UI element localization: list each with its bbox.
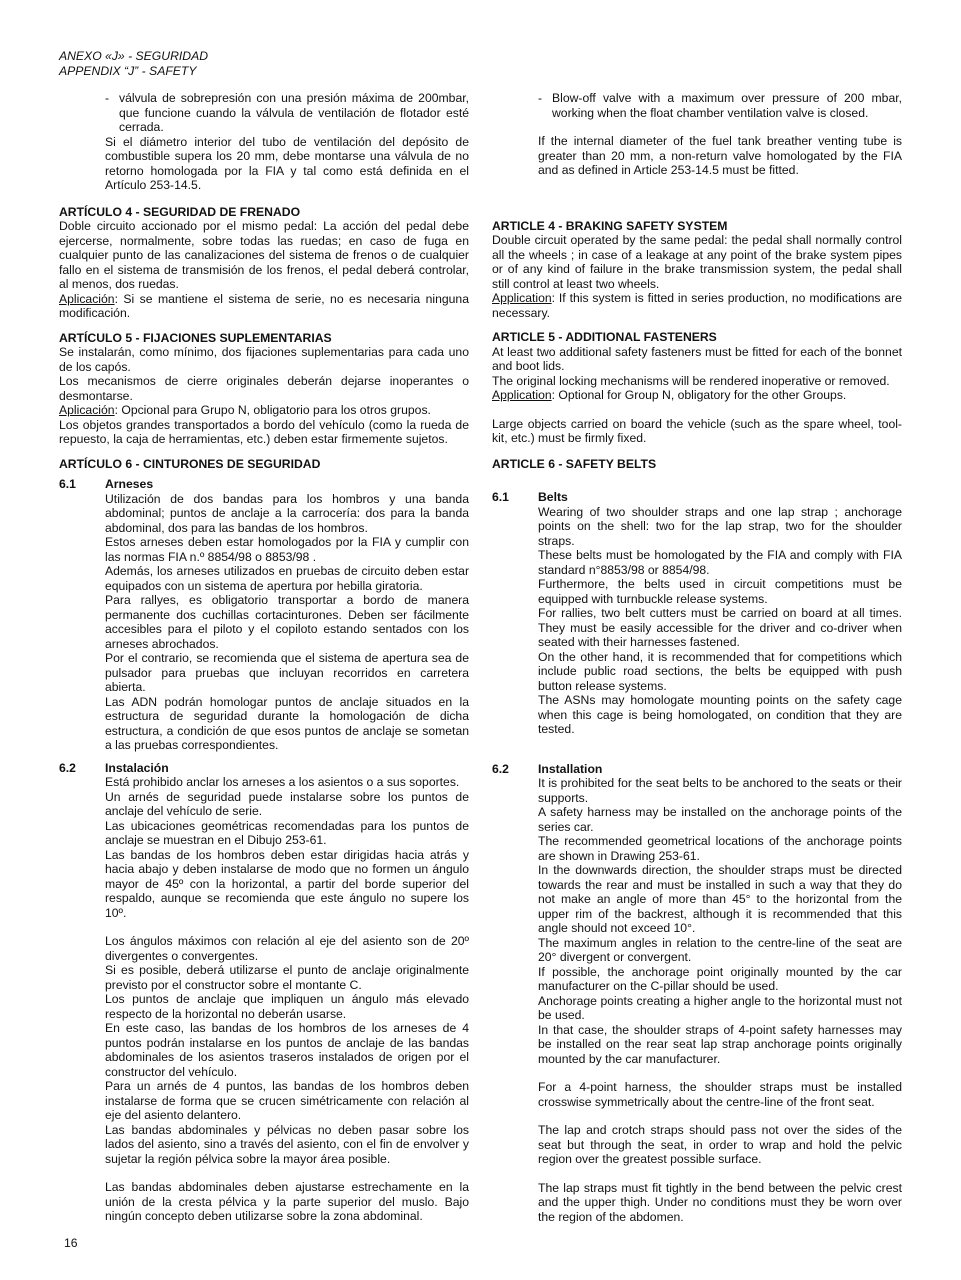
- es-section-6-1: [59, 477, 469, 753]
- es-s62-paragraph: Las bandas abdominales deben ajustarse estrechamente en la unión de la cresta pélvica y la parte superior del muslo. Bajo ningún concepto deben utilizarse sobre la zona abdominal.: [105, 1180, 469, 1223]
- en-section-number: 6.2: [492, 761, 509, 776]
- es-s62-paragraph: Las bandas de los hombros deben estar dirigidas hacia atrás y hacia abajo y deben instalarse de modo que no formen un ángulo mayor de 45º con la horizontal, a partir del borde superior del respaldo, aunque se recomienda que este ángulo no supere los 10º.: [105, 847, 469, 920]
- en-application-text: : Optional for Group N, obligatory for the other Groups.: [551, 388, 847, 402]
- en-s62-paragraph: The recommended geometrical locations of the anchorage points are shown in Drawing 253-61.: [538, 834, 902, 863]
- es-s62-paragraph: Los ángulos máximos con relación al eje del asiento son de 20º divergentes o convergentes.: [105, 934, 469, 963]
- es-s62-paragraph: Para un arnés de 4 puntos, las bandas de los hombros deben instalarse de forma que se crucen simétricamente con relación al eje del asiento delantero.: [105, 1079, 469, 1122]
- es-s62-paragraph: Las bandas abdominales y pélvicas no deben pasar sobre los lados del asiento, sino a través del asiento, con el fin de envolver y sujetar la región pélvica sobre la mayor área posible.: [105, 1122, 469, 1166]
- es-s62-paragraph: Está prohibido anclar los arneses a los asientos o a sus soportes.: [105, 775, 460, 789]
- es-s62-paragraph: Un arnés de seguridad puede instalarse sobre los puntos de anclaje del vehículo de serie.: [105, 789, 469, 818]
- es-section-number: 6.2: [59, 760, 76, 775]
- es-s61-paragraph: Utilización de dos bandas para los hombros y una banda abdominal; puntos de anclaje a la carrocería: dos para la banda abdominal, dos para las bandas de los hombros.: [105, 491, 469, 535]
- es-intro-bullet: [105, 91, 469, 135]
- es-section-title: Instalación: [105, 760, 169, 775]
- en-section-title: Installation: [538, 761, 603, 776]
- es-s62-paragraph: En este caso, las bandas de los hombros de los arneses de 4 puntos podrán instalarse en los puntos de anclaje de las bandas abdominales de los asientos traseros instalados de origen por el constructor del vehículo.: [105, 1021, 469, 1079]
- es-article-4-text: Doble circuito accionado por el mismo pedal: La acción del pedal debe ejercerse, normalmente, sobre todas las ruedas; en caso de fuga en cualquier punto de las canalizaciones del sistema de frenos o de cualquier fallo en el sistema de transmisión de los frenos, el pedal deberá controlar, al menos, dos ruedas.: [59, 219, 469, 291]
- es-intro-bullet-text: válvula de sobrepresión con una presión máxima de 200mbar, que funcione cuando la válvula de ventilación de flotador esté cerrada.: [119, 91, 469, 134]
- dash-icon: -: [538, 91, 543, 105]
- header-line-english: APPENDIX “J” - SAFETY: [59, 64, 197, 78]
- en-s61-paragraph: Wearing of two shoulder straps and one lap strap ; anchorage points on the shell: two for the lap strap, two for the shoulder straps.: [538, 504, 902, 548]
- en-article-5-title: ARTICLE 5 - ADDITIONAL FASTENERS: [492, 330, 717, 344]
- en-s62-paragraph: Anchorage points creating a higher angle to the horizontal must not be used.: [538, 993, 902, 1022]
- es-section-title: Arneses: [105, 477, 154, 491]
- en-s62-paragraph: In that case, the shoulder straps of 4-point safety harnesses may be installed on the rear seat lap strap anchorage points originally mounted by the car manufacturer.: [538, 1022, 902, 1066]
- es-s62-paragraph: Las ubicaciones geométricas recomendadas para los puntos de anclaje se muestran en el Dibujo 253-61.: [105, 818, 469, 847]
- en-application-label: Application: [492, 291, 552, 305]
- es-article-5-application: [59, 403, 469, 418]
- en-article-4-application: [492, 291, 902, 320]
- es-s62-paragraph: Los puntos de anclaje que impliquen un ángulo más elevado respecto de la horizontal no deberán usarse.: [105, 992, 469, 1021]
- en-intro-bullet-text: Blow-off valve with a maximum over pressure of 200 mbar, working when the float chamber ventilation valve is closed.: [552, 91, 902, 120]
- en-s62-paragraph: In the downwards direction, the shoulder straps must be directed towards the rear and must be installed in such a way that they do not make an angle of more than 45° to the horizontal from the upper rim of the backrest, although it is recommended that this angle should not exceed 10°.: [538, 863, 902, 935]
- en-s62-paragraph: For a 4-point harness, the shoulder straps must be installed crosswise symmetrically about the centre-line of the front seat.: [538, 1080, 902, 1109]
- en-application-text: : If this system is fitted in series production, no modifications are necessary.: [492, 291, 902, 320]
- en-article-5-p2: The original locking mechanisms will be rendered inoperative or removed.: [492, 373, 890, 388]
- es-article-5-title: ARTÍCULO 5 - FIJACIONES SUPLEMENTARIAS: [59, 330, 332, 345]
- es-article-5-p2: Los mecanismos de cierre originales deberán dejarse inoperantes o desmontarse.: [59, 374, 469, 403]
- en-s62-paragraph: If possible, the anchorage point originally mounted by the car manufacturer on the C-pillar should be used.: [538, 964, 902, 993]
- es-application-text: : Opcional para Grupo N, obligatorio para los otros grupos.: [114, 403, 431, 417]
- page-number: 16: [64, 1236, 78, 1250]
- en-s62-paragraph: The maximum angles in relation to the centre-line of the seat are 20° divergent or convergent.: [538, 935, 902, 964]
- en-section-title: Belts: [538, 490, 568, 504]
- en-s62-paragraph: A safety harness may be installed on the anchorage points of the series car.: [538, 805, 902, 834]
- es-s61-paragraph: Además, los arneses utilizados en pruebas de circuito deben estar equipados con un sistema de apertura por hebilla giratoria.: [105, 564, 469, 593]
- en-article-6-title: ARTICLE 6 - SAFETY BELTS: [492, 456, 657, 471]
- es-s61-paragraph: Estos arneses deben estar homologados por la FIA y cumplir con las normas FIA n.º 8854/98 o 8853/98 .: [105, 535, 469, 564]
- en-s61-paragraph: On the other hand, it is recommended that for competitions which include public road sections, the belts be equipped with push button release systems.: [538, 649, 902, 693]
- es-intro-paragraph: Si el diámetro interior del tubo de ventilación del depósito de combustible supera los 20 mm, debe montarse una válvula de no retorno homologada por la FIA y tal como está definida en el Artículo 253-14.5.: [105, 134, 469, 192]
- en-article-4-title: ARTICLE 4 - BRAKING SAFETY SYSTEM: [492, 218, 728, 233]
- en-s61-paragraph: Furthermore, the belts used in circuit competitions must be equipped with turnbuckle release systems.: [538, 577, 902, 606]
- en-s61-paragraph: The ASNs may homologate mounting points on the safety cage when this cage is being homologated, on condition that they are tested.: [538, 693, 902, 736]
- es-s62-paragraph: Si es posible, deberá utilizarse el punto de anclaje originalmente previsto por el constructor sobre el montante C.: [105, 963, 469, 992]
- en-section-6-2: [492, 762, 902, 1225]
- es-application-label: Aplicación: [59, 403, 115, 417]
- en-s62-paragraph: It is prohibited for the seat belts to be anchored to the seats or their supports.: [538, 776, 902, 805]
- es-section-number: 6.1: [59, 477, 76, 491]
- en-article-5-application: [492, 388, 902, 403]
- en-article-5-p3: Large objects carried on board the vehicle (such as the spare wheel, tool-kit, etc.) must be firmly fixed.: [492, 416, 902, 445]
- es-s61-paragraph: Para rallyes, es obligatorio transportar a bordo de manera permanente dos cuchillas cortacinturones. Deben ser fácilmente accesibles para el piloto y el copiloto estando sentados con los arneses abrochados.: [105, 593, 469, 651]
- en-article-5-p1: At least two additional safety fasteners must be fitted for each of the bonnet and boot lids.: [492, 344, 902, 373]
- es-article-5-p3: Los objetos grandes transportados a bordo del vehículo (como la rueda de repuesto, la caja de herramientas, etc.) deben estar firmemente sujetos.: [59, 417, 469, 446]
- en-s61-paragraph: These belts must be homologated by the FIA and comply with FIA standard n°8853/98 or 8854/98.: [538, 548, 902, 577]
- es-application-label: Aplicación: [59, 291, 115, 306]
- es-article-4-title: ARTÍCULO 4 - SEGURIDAD DE FRENADO: [59, 204, 301, 219]
- en-s61-paragraph: For rallies, two belt cutters must be carried on board at all times. They must be easily accessible for the driver and co-driver when seated with their harnesses fastened.: [538, 606, 902, 649]
- en-section-6-1: [492, 490, 902, 737]
- en-article-4-text: Double circuit operated by the same pedal: the pedal shall normally control all the wheels ; in case of a leakage at any point of the brake system pipes or of any kind of failure in the brake transmission system, the pedal shall still control at least two wheels.: [492, 233, 902, 291]
- en-s62-paragraph: The lap and crotch straps should pass not over the sides of the seat but through the seat, in order to wrap and hold the pelvic region over the greatest possible surface.: [538, 1123, 902, 1166]
- en-application-label: Application: [492, 388, 552, 402]
- dash-icon: -: [105, 91, 110, 105]
- es-article-5-p1: Se instalarán, como mínimo, dos fijaciones suplementarias para cada uno de los capós.: [59, 345, 469, 374]
- english-column: [492, 91, 902, 1224]
- es-s61-paragraph: Por el contrario, se recomienda que el sistema de apertura sea de pulsador para pruebas que incluyan recorridos en carretera abierta.: [105, 651, 469, 694]
- en-s62-paragraph: The lap straps must fit tightly in the bend between the pelvic crest and the upper thigh. Under no conditions must they be worn over the region of the abdomen.: [538, 1180, 902, 1224]
- en-intro-paragraph: If the internal diameter of the fuel tank breather venting tube is greater than 20 mm, a non-return valve homologated by the FIA and as defined in Article 253-14.5 must be fitted.: [538, 134, 902, 177]
- spanish-column: [59, 91, 469, 1224]
- header-line-spanish: ANEXO «J» - SEGURIDAD: [59, 49, 208, 63]
- es-s61-paragraph: Las ADN podrán homologar puntos de anclaje situados en la estructura de seguridad durante la homologación de dicha estructura, a condición de que esos puntos de anclaje se sometan a las pruebas correspondientes.: [105, 694, 469, 752]
- es-article-4-application: [59, 292, 469, 321]
- es-application-text: : Si se mantiene el sistema de serie, no es necesaria ninguna modificación.: [59, 291, 469, 320]
- en-section-number: 6.1: [492, 490, 509, 504]
- es-section-6-2: [59, 761, 469, 1224]
- en-intro-bullet: [538, 91, 902, 120]
- page-header: [59, 49, 208, 79]
- es-article-6-title: ARTÍCULO 6 - CINTURONES DE SEGURIDAD: [59, 456, 321, 471]
